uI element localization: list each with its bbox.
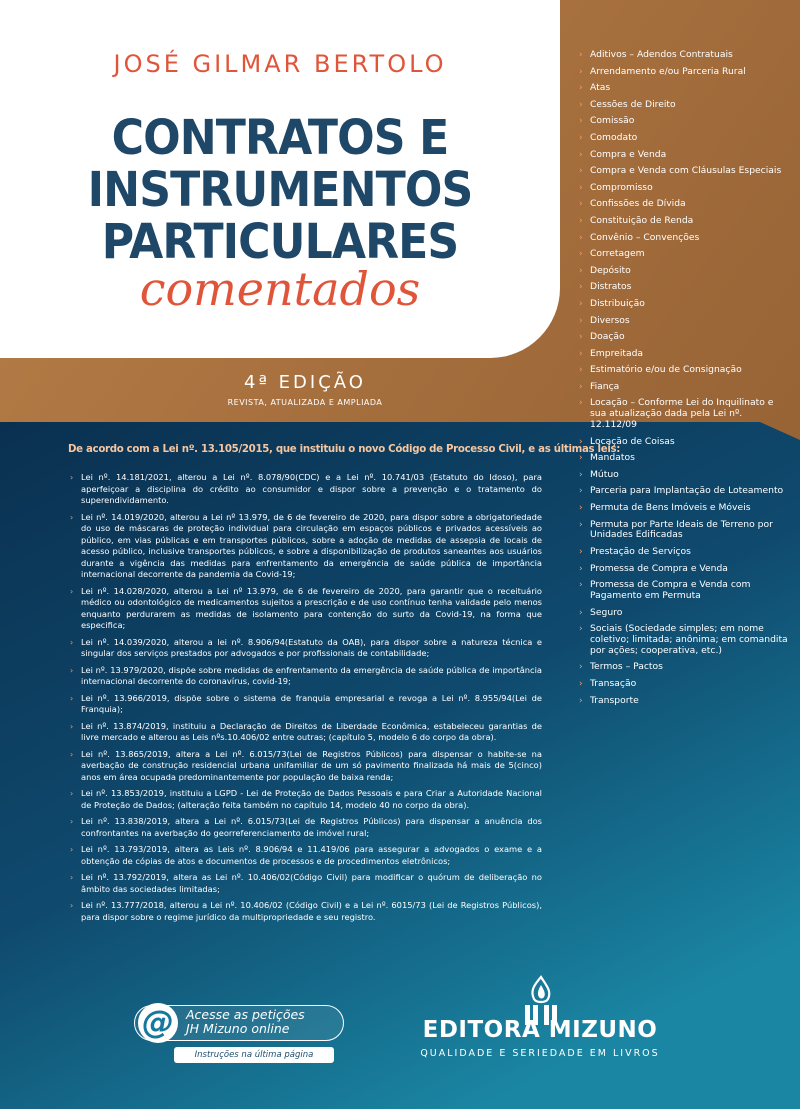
contract-type-item [578, 249, 788, 260]
contract-type-item [578, 503, 788, 514]
chevron-right-icon: › [579, 563, 583, 574]
contract-type-item-text: Sociais (Sociedade simples; em nome coletivo; limitada; anônima; em comandita por ações; cooperativa, etc.) [590, 623, 788, 656]
laws-list [70, 472, 542, 928]
law-item [70, 749, 542, 784]
contract-type-item-text: Mandatos [590, 452, 635, 464]
chevron-right-icon: › [579, 580, 583, 591]
chevron-right-icon: › [70, 749, 74, 759]
chevron-right-icon: › [579, 265, 583, 276]
law-item-text: Lei nº. 13.793/2019, altera as Leis nº. 8.906/94 e 11.419/06 para assegurar a advogados o exame e a obtenção de cópias de atos e documentos de processos e de procedimentos eletrônicos; [81, 844, 542, 866]
chevron-right-icon: › [579, 469, 583, 480]
law-item-text: Lei nº. 14.181/2021, alterou a Lei nº. 8.078/90(CDC) e a Lei nº. 10.741/03 (Estatuto do Idoso), para aperfeiçoar a disciplina do crédito ao consumidor e dispor sobre a prevenção e o tratamento do superendividamento. [81, 472, 542, 505]
contract-type-item [578, 83, 788, 94]
chevron-right-icon: › [579, 678, 583, 689]
contract-type-item [578, 100, 788, 111]
contract-type-item-text: Empreitada [590, 347, 644, 359]
chevron-right-icon: › [579, 607, 583, 618]
contract-type-item [578, 183, 788, 194]
law-item [70, 693, 542, 716]
law-item-text: Lei nº. 13.792/2019, altera as Lei nº. 10.406/02(Código Civil) para modificar o quórum de deliberação no âmbito das sociedades limitadas; [81, 872, 542, 894]
title-line-1: CONTRATOS E [111, 110, 449, 166]
law-item-text: Lei nº. 13.874/2019, instituiu a Declaração de Direitos de Liberdade Econômica, estabeleceu garantias de livre mercado e alterou as Leis nºs.10.406/02 entre outras; (capítulo 5, modelo 6 do corpo da obra). [81, 720, 542, 742]
contract-type-item [578, 608, 788, 619]
book-subtitle: comentados [139, 262, 421, 316]
contract-type-item [578, 316, 788, 327]
law-item [70, 844, 542, 867]
contract-type-item [578, 266, 788, 277]
contract-type-item [578, 150, 788, 161]
chevron-right-icon: › [579, 365, 583, 376]
petition-line-1: Acesse as petições [186, 1007, 305, 1022]
chevron-right-icon: › [70, 473, 74, 482]
law-item-text: Lei nº. 14.028/2020, alterou a Lei nº 13.979, de 6 de fevereiro de 2020, para garantir que o receituário médico ou odontológico de medicamentos sujeitos a prescrição e de uso contínuo tenha validade pelo menos enquanto perdurarem as medidas de isolamento para contenção do surto da Covid-19, na forma que especifica; [81, 585, 542, 630]
law-item [70, 721, 542, 744]
at-sign-icon: @ [138, 1003, 178, 1043]
chevron-right-icon: › [579, 519, 583, 530]
edition-note: REVISTA, ATUALIZADA E AMPLIADA [227, 398, 383, 407]
chevron-right-icon: › [70, 512, 74, 522]
contract-type-item-text: Transação [590, 677, 637, 689]
contract-type-item [578, 486, 788, 497]
law-item [70, 512, 542, 581]
contract-type-item-text: Promessa de Compra e Venda com Pagamento em Permuta [590, 579, 751, 601]
chevron-right-icon: › [579, 315, 583, 326]
petition-text [186, 1008, 341, 1036]
contract-type-item-text: Diversos [590, 314, 630, 326]
law-item [70, 586, 542, 632]
contract-type-item-text: Compromisso [590, 181, 653, 193]
contract-type-item [578, 116, 788, 127]
contract-type-item-text: Mútuo [590, 468, 619, 480]
contract-type-item-text: Doação [590, 331, 625, 343]
chevron-right-icon: › [579, 149, 583, 160]
contract-type-item-text: Locação de Coisas [590, 435, 675, 447]
contract-type-item [578, 199, 788, 210]
contract-type-item-text: Parceria para Implantação de Loteamento [590, 485, 784, 497]
chevron-right-icon: › [70, 845, 74, 854]
chevron-right-icon: › [579, 624, 583, 635]
contract-type-item-text: Compra e Venda com Cláusulas Especiais [590, 165, 782, 177]
contract-type-item [578, 166, 788, 177]
contract-type-item-text: Compra e Venda [590, 148, 667, 160]
chevron-right-icon: › [579, 182, 583, 193]
chevron-right-icon: › [579, 232, 583, 243]
law-item-text: Lei nº. 13.777/2018, alterou a Lei nº. 10.406/02 (Código Civil) e a Lei nº. 6015/73 (Lei de Registros Públicos), para dispor sobre o regime jurídico da multipropriedade e seu registro. [81, 900, 542, 922]
law-item-text: Lei nº. 13.979/2020, dispõe sobre medidas de enfrentamento da emergência de saúde pública de importância internacional decorrente do coronavírus, covid-19; [81, 664, 542, 686]
chevron-right-icon: › [579, 199, 583, 210]
contract-type-item-text: Fiança [590, 380, 620, 392]
chevron-right-icon: › [579, 66, 583, 77]
chevron-right-icon: › [579, 662, 583, 673]
contract-type-item [578, 679, 788, 690]
contract-type-item [578, 216, 788, 227]
contract-types-list [578, 50, 788, 712]
contract-type-item-text: Permuta por Parte Ideais de Terreno por Unidades Edificadas [590, 518, 773, 541]
author-name: JOSÉ GILMAR BERTOLO [113, 50, 447, 78]
contract-type-item [578, 233, 788, 244]
contract-type-item-text: Cessões de Direito [590, 98, 676, 110]
chevron-right-icon: › [579, 215, 583, 226]
chevron-right-icon: › [579, 166, 583, 177]
contract-type-item-text: Estimatório e/ou de Consignação [590, 364, 742, 376]
law-item-text: Lei nº. 13.838/2019, altera a Lei nº. 6.015/73(Lei de Registros Públicos) para dispensar a anuência dos confrontantes na averbação do georreferenciamento de imóvel rural; [81, 816, 542, 838]
contract-type-item-text: Locação – Conforme Lei do Inquilinato e sua atualização dada pela Lei nº. 12.112/09 [590, 397, 774, 431]
law-item-text: Lei nº. 14.039/2020, alterou a lei nº. 8.906/94(Estatuto da OAB), para dispor sobre a natureza técnica e singular dos serviços prestados por advogados e por profissionais de contabilidade; [81, 636, 542, 658]
contract-type-item-text: Termos – Pactos [590, 661, 663, 673]
contract-type-item-text: Depósito [590, 264, 631, 276]
contract-type-item-text: Confissões de Dívida [590, 198, 686, 210]
law-item [70, 872, 542, 895]
law-item [70, 816, 542, 839]
contract-type-item-text: Corretagem [590, 248, 645, 260]
chevron-right-icon: › [70, 586, 74, 596]
chevron-right-icon: › [70, 873, 74, 882]
chevron-right-icon: › [579, 381, 583, 392]
petition-line-2: JH Mizuno online [186, 1021, 290, 1036]
chevron-right-icon: › [579, 332, 583, 343]
chevron-right-icon: › [579, 436, 583, 447]
law-item-text: Lei nº. 13.865/2019, altera a Lei nº. 6.015/73(Lei de Registros Públicos) para dispensar o habite-se na averbação de construção residencial urbana unifamiliar de um só pavimento finalizada há mais de 5(cinco) anos em área ocupada predominantemente por população de baixa renda; [81, 748, 542, 782]
contract-type-item [578, 299, 788, 310]
chevron-right-icon: › [579, 348, 583, 359]
contract-type-item-text: Seguro [590, 606, 623, 618]
chevron-right-icon: › [579, 132, 583, 143]
contract-type-item-text: Convênio – Convenções [590, 231, 700, 243]
contract-type-item-text: Constituição de Renda [590, 214, 694, 226]
law-item [70, 472, 542, 507]
law-item [70, 900, 542, 923]
contract-type-item-text: Promessa de Compra e Venda [590, 562, 728, 574]
publisher-name: EDITORA MIZUNO [422, 1017, 658, 1043]
chevron-right-icon: › [70, 901, 74, 910]
contract-type-item [578, 580, 788, 602]
law-item-text: Lei nº. 13.966/2019, dispõe sobre o sistema de franquia empresarial e revoga a Lei nº. 8.955/94(Lei de Franquia); [81, 692, 542, 714]
chevron-right-icon: › [579, 453, 583, 464]
contract-type-item [578, 520, 788, 542]
contract-type-item [578, 624, 788, 656]
laws-lead: De acordo com a Lei nº. 13.105/2015, que instituiu o novo Código de Processo Civil, e as últimas leis: [68, 444, 621, 455]
petition-note: Instruções na última página [174, 1047, 334, 1063]
contract-type-item [578, 382, 788, 393]
contract-type-item-text: Comissão [590, 115, 635, 127]
chevron-right-icon: › [70, 789, 74, 798]
chevron-right-icon: › [579, 83, 583, 94]
contract-type-item-text: Aditivos – Adendos Contratuais [590, 49, 733, 60]
contract-type-item-text: Atas [590, 82, 611, 94]
title-line-2: INSTRUMENTOS [87, 162, 473, 218]
chevron-right-icon: › [579, 282, 583, 293]
title-line-3: PARTICULARES [101, 214, 459, 270]
contract-type-item-text: Prestação de Serviços [590, 546, 691, 558]
chevron-right-icon: › [579, 503, 583, 514]
publisher-logo [410, 975, 670, 1075]
contract-type-item [578, 332, 788, 343]
chevron-right-icon: › [70, 817, 74, 826]
contract-type-item [578, 564, 788, 575]
contract-type-item [578, 696, 788, 707]
contract-type-item-text: Comodato [590, 131, 638, 143]
chevron-right-icon: › [70, 693, 74, 703]
law-item [70, 665, 542, 688]
contract-type-item-text: Transporte [590, 694, 639, 706]
chevron-right-icon: › [579, 50, 583, 60]
chevron-right-icon: › [579, 695, 583, 706]
contract-type-item [578, 662, 788, 673]
chevron-right-icon: › [579, 99, 583, 110]
chevron-right-icon: › [579, 547, 583, 558]
online-petitions-badge[interactable] [134, 1005, 344, 1065]
law-item-text: Lei nº. 13.853/2019, instituiu a LGPD - Lei de Proteção de Dados Pessoais e para Criar a Autoridade Nacional de Proteção de Dados; (alteração feita também no capítulo 14, modelo 40 no corpo da obra). [81, 788, 542, 810]
contract-type-item [578, 67, 788, 78]
contract-type-item-text: Permuta de Bens Imóveis e Móveis [590, 502, 751, 514]
chevron-right-icon: › [70, 721, 74, 731]
book-title [22, 112, 537, 268]
contract-type-item-text: Arrendamento e/ou Parceria Rural [590, 65, 746, 77]
contract-type-item [578, 282, 788, 293]
contract-type-item [578, 398, 788, 430]
edition-label: 4ª EDIÇÃO [244, 372, 366, 393]
contract-type-item [578, 470, 788, 481]
chevron-right-icon: › [579, 116, 583, 127]
contract-type-item [578, 133, 788, 144]
chevron-right-icon: › [70, 637, 74, 647]
contract-type-item [578, 349, 788, 360]
law-item [70, 788, 542, 811]
contract-type-item-text: Distratos [590, 281, 632, 293]
contract-type-item [578, 365, 788, 376]
chevron-right-icon: › [579, 486, 583, 497]
publisher-tagline: QUALIDADE E SERIEDADE EM LIVROS [420, 1048, 660, 1059]
law-item-text: Lei nº. 14.019/2020, alterou a Lei nº 13.979, de 6 de fevereiro de 2020, para dispor sobre a obrigatoriedade do uso de máscaras de proteção individual para circulação em espaços públicos e privados acessíveis ao público, em vias públicas e em transportes públicos, sobre a adoção de medidas de assepsia de locais de acesso público, inclusive transportes públicos, e sobre a disponibilização de produtos saneantes aos usuários durante a vigência das medidas para enfrentamento da emergência de saúde pública de importância internacional decorrente da pandemia da Covid-19; [81, 511, 542, 579]
chevron-right-icon: › [579, 298, 583, 309]
chevron-right-icon: › [579, 398, 583, 409]
contract-type-item-text: Distribuição [590, 297, 645, 309]
contract-type-item [578, 50, 788, 61]
chevron-right-icon: › [579, 249, 583, 260]
chevron-right-icon: › [70, 665, 74, 675]
contract-type-item [578, 547, 788, 558]
law-item [70, 637, 542, 660]
